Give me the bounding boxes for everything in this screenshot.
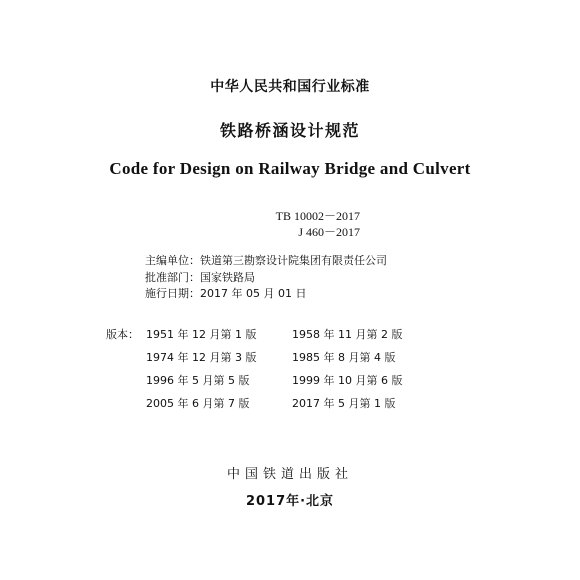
effective-date-value: 2017 年 05 月 01 日 <box>200 287 307 300</box>
standard-type: 中华人民共和国行业标准 <box>210 79 370 95</box>
effective-date-label: 施行日期： <box>145 287 200 300</box>
editor-value: 铁道第三勘察设计院集团有限责任公司 <box>200 254 387 267</box>
standard-codes <box>240 208 360 240</box>
editor-row <box>145 253 387 270</box>
approver-label: 批准部门： <box>145 270 200 284</box>
approver-row <box>145 270 387 287</box>
editor-label: 主编单位： <box>145 254 200 267</box>
publisher-name: 中国铁道出版社 <box>226 467 353 482</box>
edition-item: 1974 年 12 月第 3 版 <box>146 351 257 364</box>
metadata-block <box>145 253 387 303</box>
edition-item: 2005 年 6 月第 7 版 <box>146 397 250 410</box>
edition-item: 1951 年 12 月第 1 版 <box>146 328 257 341</box>
edition-item: 1996 年 5 月第 5 版 <box>146 374 250 387</box>
title-chinese: 铁路桥涵设计规范 <box>219 121 360 140</box>
tb-code: TB 10002－2017 <box>275 209 360 223</box>
edition-item: 1958 年 11 月第 2 版 <box>292 328 403 341</box>
edition-item: 1985 年 8 月第 4 版 <box>292 351 396 364</box>
edition-item: 2017 年 5 月第 1 版 <box>292 397 396 410</box>
j-code: J 460－2017 <box>298 225 360 239</box>
effective-date-row <box>145 286 387 303</box>
approver-value: 国家铁路局 <box>200 270 255 284</box>
edition-label: 版本： <box>106 328 139 341</box>
publish-date-place: 2017年·北京 <box>245 494 335 509</box>
edition-item: 1999 年 10 月第 6 版 <box>292 374 403 387</box>
title-english: Code for Design on Railway Bridge and Culvert <box>109 159 471 178</box>
